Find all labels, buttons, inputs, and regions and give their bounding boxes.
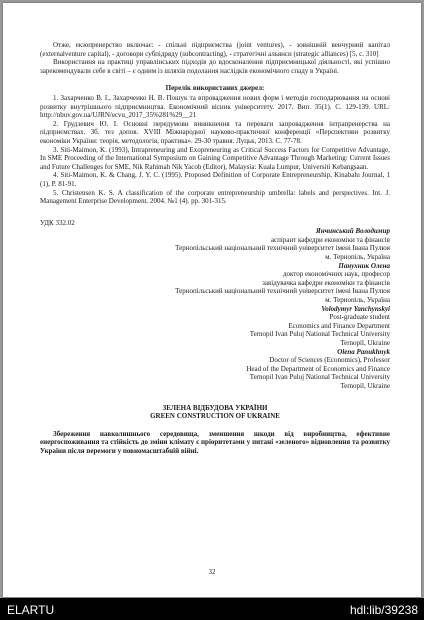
author-name: Volodymyr Yanchynskyi — [321, 304, 390, 313]
reference-item-1: 1. Захарченко В. І., Захарченко Н. В. Пошук та впровадження нових форм і методів господарювання на основі розвитку внутрішнього підприємництва. Економічний вісник університету. 2017. Вип. 35(1). С. 129-139. URL: http://nbuv.gov.ua/UJRN/ecvu_2017_35%281%29__21 — [40, 93, 390, 120]
author-location: м. Тернопіль, Україна — [325, 253, 390, 262]
document-page — [3, 3, 421, 597]
author-affiliation: Тернопільський національний технічний університет імені Івана Пулюя — [175, 287, 390, 296]
author-name: Панухник Олена — [338, 261, 390, 270]
reference-item-4: 4. Siti-Maimon, K. & Chang, J. Y. C. (1995). Proposed Definition of Corporate Entrepreneurship, Kinabalu Journal, 1 (1), P. 81-91. — [40, 171, 390, 188]
body-paragraph-1: Отже, екзопренерство включає: - спільні підприємства (joint ventures), - зовнішній венчурний капітал (externalventure capital), - договори субпідряду (subcontracting), - стратегічні альянси (strategic alliances) [5, с. 310] — [40, 41, 390, 58]
author-position: аспірант кафедри економіки та фінансів — [270, 235, 390, 244]
author-degree: доктор економічних наук, професор — [282, 270, 390, 279]
reference-item-2: 2. Грудзевич Ю. І. Основні передумови виникнення та переваги запровадження інтрапренерства на підприємствах. Зб. тез допов. XVIII Міжнародної науково-практичної конференції «Перспективи розвитку економіки України: теорія, методологія, практика». 29-30 травня. Луцьк, 2013. С. 77-78. — [40, 119, 390, 145]
author-name: Olena Panukhnyk — [337, 347, 390, 356]
author-location: м. Тернопіль, Україна — [325, 296, 390, 305]
author-affiliation: Ternopil Ivan Puluj National Technical University — [249, 373, 390, 382]
author-position: Head of the Department of Economics and Finance — [246, 364, 390, 373]
author-block-ua-1 — [40, 227, 390, 261]
author-degree: Doctor of Sciences (Economics), Professor — [269, 356, 390, 365]
author-block-en-2 — [40, 348, 390, 391]
reference-item-3: 3. Siti-Maimon, K. (1993), Intrapreneuring and Exopreneuring as Critical Success Factors for Competitive Advantage, In SME Proceeding of the International Symposium on Gaining Competitive Advantage Through Marketing: Current Issues and Future Challenges for SME, Nik Rahimah Nik Yacob (Editor), Malaysia: Kuala Lumpur, Universiti Kebangsaan. — [40, 145, 390, 171]
author-location: Ternopil, Ukraine — [340, 381, 390, 390]
body-paragraph-2: Використання на практиці управлінських підходів до вдосконалення підприємницької діяльності, які успішно зарекомендували себе в світі – є одним із шляхів подолання наслідків економічного спаду в Україні. — [40, 58, 390, 75]
page-number: 32 — [208, 568, 216, 576]
references-title: Перелік використаних джерел: — [165, 84, 265, 93]
udk-code: УДК 332.02 — [40, 218, 75, 227]
author-position: завідувачка кафедри економіки та фінансів — [262, 278, 390, 287]
author-department: Economics and Finance Department — [288, 321, 390, 330]
author-block-ua-2 — [40, 262, 390, 305]
repository-name: ELARTU — [7, 603, 55, 617]
author-name: Янчинський Володимир — [315, 227, 390, 236]
article-abstract: Збереження навколишнього середовища, зменшення шкоди від виробництва, ефективне енергоспоживання та стійкість до зміни клімату є пріоритетами у питані «зеленого» відновлення та розвитку України після перемоги у повномасштабній війні. — [40, 429, 390, 455]
article-title-en: GREEN CONSTRUCTION OF UKRAINE — [150, 412, 280, 421]
author-block-en-1 — [40, 305, 390, 348]
author-location: Ternopil, Ukraine — [340, 339, 390, 347]
handle-identifier: hdl:lib/39238 — [349, 603, 418, 617]
page-content — [40, 41, 390, 456]
article-title-ua: ЗЕЛЕНА ВІДБУДОВА УКРАЇНИ — [162, 403, 268, 412]
author-position: Post-graduate student — [329, 313, 390, 322]
reference-item-5: 5. Christensen K. S. A classification of the corporate entrepreneurship umbrella: labels and perspectives. Int. J. Management Enterprise Development. 2004. №1 (4). pp. 301-315. — [40, 188, 390, 206]
author-affiliation: Ternopil Ivan Puluj National Technical University — [249, 330, 390, 339]
author-affiliation: Тернопільський національний технічний університет імені Івана Пулюя — [175, 244, 390, 253]
viewer-footer-bar — [0, 598, 424, 620]
